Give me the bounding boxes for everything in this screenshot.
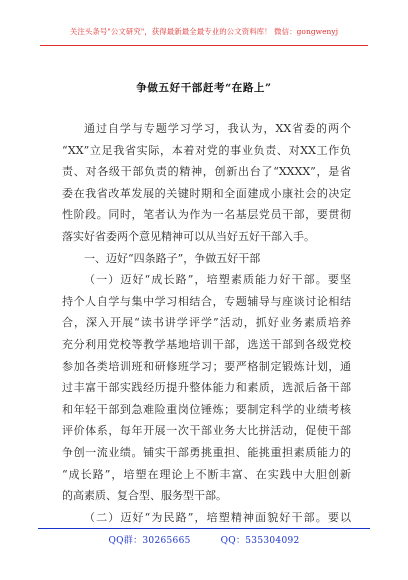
paragraph-line: “XX”立足我省实际，本着对党的事业负责、对XX工作负 [62, 143, 351, 157]
document-title: 争做五好干部赶考“在路上” [136, 82, 272, 94]
header-banner: 关注头条号"公文研究"，获得最新最全最专业的公文资料库！ 微信：gongwenyj [69, 27, 339, 36]
paragraph-line: 性阶段。同时，笔者认为作为一名基层党员干部，要贯彻 [62, 208, 351, 222]
paragraph-line: 落实好省委两个意见精神可以从当好五好干部入手。 [62, 229, 315, 243]
paragraph-line: （二）迈好“为民路”，培塑精神面貌好干部。要以 [84, 510, 351, 524]
paragraph-line: （一）迈好“成长路”，培塑素质能力好干部。要坚 [84, 273, 351, 287]
footer-qq-group: QQ群：30265665 [108, 536, 191, 546]
paragraph-line: 和年轻干部到急难险重岗位锤炼；要制定科学的业绩考核 [62, 402, 351, 416]
header-divider [40, 45, 368, 46]
paragraph-line: 充分利用党校等教学基地培训干部，选送干部到各级党校 [62, 337, 351, 351]
footer-divider [38, 528, 370, 529]
paragraph-line: 合，深入开展“读书讲学评学”活动，抓好业务素质培养 [62, 316, 351, 330]
paragraph-line: 争创一流业绩。铺实干部勇挑重担、能挑重担素质能力的 [62, 445, 351, 459]
footer-qq: QQ：535304092 [220, 536, 300, 546]
paragraph-line: 过丰富干部实践经历提升整体能力和素质，选派后备干部 [62, 381, 351, 395]
paragraph-line: 的高素质、复合型、服务型干部。 [62, 489, 227, 503]
document-body [62, 118, 351, 528]
paragraph-line: 评价体系，每年开展一次干部业务大比拼活动，促使干部 [62, 424, 351, 438]
paragraph-line: 通过自学与专题学习学习，我认为，XX省委的两个 [84, 122, 351, 135]
paragraph-line: 委在我省改革发展的关键时期和全面建成小康社会的决定 [62, 186, 351, 200]
footer-contact [0, 533, 408, 546]
paragraph-line: 参加各类培训班和研修班学习；要严格制定锻炼计划，通 [62, 359, 351, 373]
paragraph-line: 责、对各级干部负责的精神，创新出台了“XXXX”，是省 [62, 165, 351, 179]
paragraph-line: 持个人自学与集中学习相结合，专题辅导与座谈讨论相结 [62, 294, 351, 308]
paragraph-line: “成长路”，培塑在理论上不断丰富、在实践中大胆创新 [62, 467, 351, 481]
section-heading: 一、迈好“四条路子”，争做五好干部 [84, 251, 261, 265]
